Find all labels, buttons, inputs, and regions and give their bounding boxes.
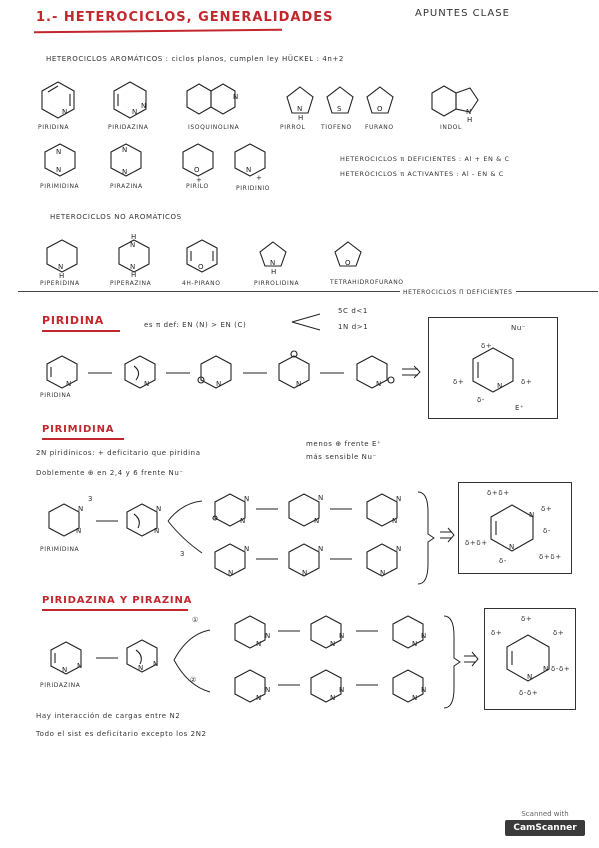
resonance-arrow-3 [243,370,267,376]
piridina-text: es π def: EN (N) > EN (C) [144,321,247,329]
svg-text:O: O [194,166,200,174]
pyridine-resonance-1 [44,354,80,390]
pyridazine-branch-arrows [172,618,212,702]
svg-text:N: N [62,666,68,674]
thf-structure [333,240,363,270]
lower-arrow-2 [330,556,352,562]
pz-delta-4: δ-δ+ [551,665,571,673]
pyrimidine-delta-3: δ+δ+ [465,539,488,547]
pyrimidine-summary-box [458,482,572,574]
pyrimidine-delta-2: δ+ [541,505,553,513]
svg-text:O: O [345,259,351,267]
pz-upper-arrow-2 [356,628,378,634]
branch-5c: 5C d<1 [338,307,368,315]
pirimidina-underline [42,438,124,440]
svg-text:N: N [412,694,418,702]
label-pirrolidina: PIRROLIDINA [254,280,300,287]
svg-text:N: N [265,686,271,694]
svg-text:H: H [298,114,304,122]
svg-text:N: N [62,108,68,116]
pyrimidine-upper-3 [364,490,404,530]
pz-delta-1: δ+ [521,615,533,623]
label-thf: TETRAHIDROFURANO [330,279,404,286]
pyridazine-summary-structure [503,633,553,683]
pyridazine-lower-1 [232,666,276,706]
svg-text:N: N [130,263,136,271]
pz-delta-2: δ+ [491,629,503,637]
pyrimidine-upper-1 [212,490,252,530]
piridazina-underline [42,609,188,611]
pyrimidine-delta-5: δ- [499,557,508,565]
pyrimidine-number-3: 3 [88,495,94,503]
pyrimidine-delta-1: δ+δ+ [487,489,510,497]
svg-text:N: N [138,664,144,672]
svg-text:N: N [339,686,345,694]
svg-text:N: N [265,632,271,640]
svg-text:H: H [59,272,65,280]
pyrimidine-number-3b: 3 [180,550,186,558]
pyrrole-structure [285,85,315,122]
pyridine-summary-box [428,317,558,419]
pyridazine-summary-box [484,608,576,710]
pyrylium-structure [180,142,216,184]
pyridazine-note-2: Todo el sist es deficitario excepto los 2N2 [36,730,207,738]
svg-text:N: N [529,511,535,519]
svg-text:N: N [216,380,222,388]
branch-1n: 1N d>1 [338,323,369,331]
pyridazine-upper-1 [232,612,276,652]
svg-text:N: N [56,166,62,174]
pyrimidine-delta-6: δ+δ+ [539,553,562,561]
delta-plus-left: δ+ [453,378,465,386]
svg-text:H: H [271,268,277,276]
svg-text:N: N [497,382,503,390]
svg-text:N: N [153,660,159,668]
svg-text:H: H [467,116,473,124]
pirimidina-bullet-2: Doblemente ⊕ en 2,4 y 6 frente Nu⁻ [36,469,184,477]
svg-text:+: + [256,174,262,182]
resonance-arrow-1 [88,370,112,376]
label-piridina: PIRIDINA [38,124,70,131]
label-furano: FURANO [365,124,394,131]
pyrimidine-structure [42,142,78,178]
svg-text:N: N [396,495,402,503]
header-label: APUNTES CLASE [415,8,510,19]
svg-text:N: N [76,527,82,535]
svg-text:N: N [130,241,136,249]
svg-text:N: N [421,632,427,640]
svg-text:S: S [337,105,342,113]
svg-text:N: N [58,263,64,271]
svg-text:N: N [228,569,234,577]
thiophene-structure [325,85,355,117]
svg-text:N: N [246,166,252,174]
pirimidina-bullet-1: 2N piridínicos: + deficitario que piridina [36,449,201,457]
svg-text:N: N [466,108,472,116]
pz-lower-arrow-2 [356,682,378,688]
pirimidina-bullet-1a: menos ⊕ frente E⁺ [306,440,382,448]
label-piperazina: PIPERAZINA [110,280,152,287]
pyridazine-bracket [442,614,482,704]
activating-text: HETEROCICLOS π ACTIVANTES : Al - EN & C [340,170,504,178]
svg-text:N: N [141,102,147,110]
nu-label: Nu⁻ [511,324,527,332]
svg-text:O: O [377,105,383,113]
delta-plus-right: δ+ [521,378,533,386]
label-piperidina: PIPERIDINA [40,280,80,287]
pyridazine-lower-3 [390,666,434,706]
pyrimidine-resonance-1 [46,500,86,540]
non-aromatic-intro: HETEROCICLOS NO AROMÁTICOS [50,213,182,221]
pyridazine-lower-2 [308,666,352,706]
label-piridazina: PIRIDAZINA [108,124,149,131]
pyridazine-note-1: Hay interacción de cargas entre N2 [36,712,181,720]
svg-text:N: N [527,673,533,681]
svg-text:N: N [314,517,320,525]
route-1: ① [192,616,199,624]
pyridazine-resonance-2 [124,636,168,680]
pyrrolidine-structure [258,240,288,276]
label-tiofeno: TIOFENO [321,124,352,131]
page-title: 1.- HETEROCICLOS, GENERALIDADES [36,10,334,25]
svg-text:N: N [376,380,382,388]
svg-text:N: N [318,545,324,553]
svg-text:N: N [77,662,83,670]
svg-text:N: N [330,640,336,648]
svg-text:N: N [543,665,549,673]
pz-upper-arrow-1 [278,628,300,634]
resonance-arrow-4 [320,370,344,376]
pyridazine-structure [110,80,150,120]
label-piridina-2: PIRIDINA [40,392,72,399]
svg-text:N: N [392,517,398,525]
pyrimidine-branch-arrows [166,497,206,557]
upper-arrow-1 [256,506,278,512]
aromatic-intro: HETEROCICLOS AROMÁTICOS : ciclos planos, cumplen ley HÜCKEL : 4n+2 [46,55,344,63]
svg-text:O: O [198,263,204,271]
label-piridinio: PIRIDINIO [236,185,271,192]
pyrimidine-lower-1 [212,540,252,580]
branch-arrows [290,310,330,334]
svg-text:N: N [509,543,515,551]
svg-text:N: N [339,632,345,640]
title-underline [34,29,282,34]
svg-text:+: + [196,176,202,184]
pyrimidine-delta-4: δ- [543,527,552,535]
label-pirimidina: PIRIMIDINA [40,183,80,190]
label-pirimidina-2: PIRIMIDINA [40,546,80,553]
scanner-line-1: Scanned with [521,810,569,818]
delta-minus-bottom: δ- [477,396,486,404]
svg-text:N: N [297,105,303,113]
svg-text:N: N [240,517,246,525]
pz-delta-3: δ+ [553,629,565,637]
svg-text:N: N [78,505,84,513]
pyrimidine-summary-structure [487,503,537,553]
label-isoquinolina: ISOQUINOLINA [188,124,240,131]
pyrazine-structure [108,142,144,178]
svg-text:H: H [131,233,137,241]
furan-structure [365,85,395,117]
upper-arrow-2 [330,506,352,512]
svg-text:N: N [244,545,250,553]
label-pirrol: PIRROL [280,124,306,131]
pyridinium-structure [232,142,268,182]
pyrimidine-bracket [416,490,456,580]
svg-text:N: N [421,686,427,694]
piridazina-title: PIRIDAZINA Y PIRAZINA [42,595,193,606]
lower-arrow-1 [256,556,278,562]
pyridine-summary-structure [469,346,517,394]
pyridazine-resonance-1 [48,638,88,678]
pirimidina-bullet-1b: más sensible Nu⁻ [306,453,377,461]
implies-arrow-1 [402,366,422,378]
svg-text:N: N [396,545,402,553]
resonance-arrow-2 [166,370,190,376]
pyridazine-upper-2 [308,610,352,652]
camscanner-stamp [505,810,585,836]
pyridine-resonance-5 [354,354,394,390]
isoquinoline-structure [183,80,243,120]
svg-text:N: N [244,495,250,503]
piridina-underline [42,330,120,332]
svg-text:N: N [302,569,308,577]
pyridine-structure [38,80,78,120]
svg-text:N: N [412,640,418,648]
label-indol: INDOL [440,124,462,131]
pyrimidine-lower-3 [364,540,404,580]
piperidine-structure [44,238,80,280]
pz-delta-5: δ-δ+ [519,689,539,697]
svg-text:N: N [156,505,162,513]
piperazine-structure [116,233,152,279]
indole-structure [430,82,482,124]
pyridine-resonance-4 [276,350,312,390]
svg-text:N: N [144,380,150,388]
pyrimidine-lower-2 [286,540,326,580]
label-piridazina-2: PIRIDAZINA [40,682,81,689]
deficient-text: HETEROCICLOS π DEFICIENTES : Al + EN & C [340,155,510,163]
route-2: ② [190,676,197,684]
scanner-logo: CamScanner [505,820,585,836]
delta-plus-top: δ+ [481,342,493,350]
pz-lower-arrow-1 [278,682,300,688]
piridina-title: PIRIDINA [42,314,105,327]
divider-label: HETEROCICLOS Π DEFICIENTES [400,289,516,296]
svg-text:N: N [330,694,336,702]
svg-text:N: N [66,380,72,388]
pirimidina-title: PIRIMIDINA [42,424,115,435]
svg-text:N: N [233,93,239,101]
pyridine-resonance-3 [198,354,234,390]
svg-text:N: N [296,380,302,388]
svg-text:N: N [380,569,386,577]
label-4h-pirano: 4H-PIRANO [182,280,221,287]
label-pirilo: PIRILO [186,183,209,190]
svg-text:N: N [270,259,276,267]
pyrimidine-arrow-1 [96,518,118,524]
label-pirazina: PIRAZINA [110,183,143,190]
svg-text:N: N [318,494,324,502]
svg-text:N: N [122,146,128,154]
svg-text:N: N [256,640,262,648]
pyrimidine-resonance-2 [124,500,164,540]
e-plus-label: E⁺ [515,404,525,412]
svg-text:N: N [122,168,128,176]
4h-pyran-structure [184,238,220,274]
svg-text:N: N [132,108,138,116]
svg-text:N: N [56,148,62,156]
pyridazine-upper-3 [390,612,434,652]
pyrimidine-upper-2 [286,488,326,530]
svg-text:N: N [154,527,160,535]
svg-text:H: H [131,271,137,279]
pyridazine-arrow-1 [96,655,118,661]
pyridine-resonance-2 [122,354,158,390]
svg-text:N: N [256,694,262,702]
